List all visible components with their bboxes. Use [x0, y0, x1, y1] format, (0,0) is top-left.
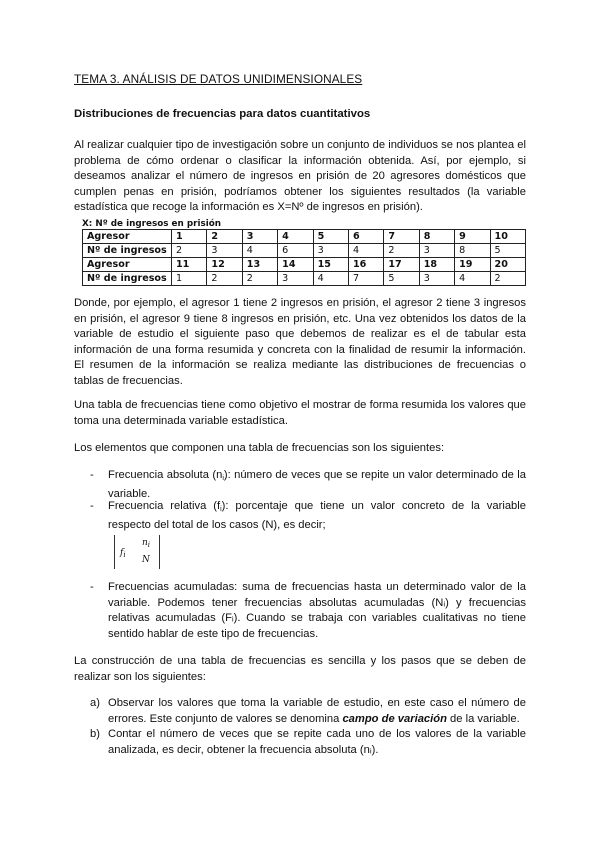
table-cell: 4 — [242, 244, 277, 258]
table-cell: 15 — [313, 258, 348, 272]
table-cell: 16 — [348, 258, 383, 272]
table-cell: 4 — [278, 230, 313, 244]
emphasized-term: campo de variación — [342, 712, 447, 725]
table-cell: 18 — [419, 258, 454, 272]
row-label-ingresos: Nº de ingresos — [83, 272, 172, 286]
intro-paragraph: Al realizar cualquier tipo de investigación sobre un conjunto de individuos se nos plantea el problema de cómo ordenar o clasificar la información obtenida. Así, por ejemplo, si deseamos analizar el número de ingresos en prisión de 20 agresores domésticos que cumplen penas en prisión, podríamos obtener los siguientes resultados (la variable estadística que recoge la información es X=Nº de ingresos en prisión). — [74, 139, 526, 214]
row-label-agresor: Agresor — [83, 258, 172, 272]
table-cell: 3 — [419, 272, 454, 286]
table-cell: 3 — [207, 244, 242, 258]
step-text: Contar el número de veces que se repite cada uno de los valores de la variable analizada, es decir, obtener la frecuencia absoluta (nᵢ). — [108, 728, 526, 756]
bullet-mark: - — [90, 581, 94, 593]
section-subtitle: Distribuciones de frecuencias para datos cuantitativos — [74, 108, 371, 120]
table-cell: 5 — [490, 244, 525, 258]
relative-frequency-formula — [114, 535, 160, 569]
table-cell: 4 — [313, 272, 348, 286]
explanation-paragraph: Donde, por ejemplo, el agresor 1 tiene 2 ingresos en prisión, el agresor 2 tiene 3 ingresos en prisión, el agresor 9 tiene 8 ingresos en prisión, etc. Una vez obtenidos los datos de la variable de estudio el siguiente paso que debemos de realizar es el de tabular esta información de una forma resumida y concreta con la finalidad de resumir la información. El resumen de la información se realiza mediante las distribuciones de frecuencias o tablas de frecuencias. — [74, 297, 526, 387]
step-marker: b) — [90, 728, 100, 740]
table-cell: 6 — [348, 230, 383, 244]
table-cell: 4 — [348, 244, 383, 258]
table-cell: 3 — [313, 244, 348, 258]
table-cell: 8 — [455, 244, 490, 258]
list-item-absolute-frequency — [90, 468, 526, 502]
table-cell: 3 — [419, 244, 454, 258]
elements-intro-paragraph: Los elementos que componen una tabla de frecuencias son los siguientes: — [74, 442, 445, 454]
table-cell: 3 — [278, 272, 313, 286]
table-cell: 13 — [242, 258, 277, 272]
table-cell: 2 — [242, 272, 277, 286]
formula-denominator: N — [142, 555, 150, 565]
step-marker: a) — [90, 697, 100, 709]
table-cell: 10 — [490, 230, 525, 244]
list-item-text: Frecuencia relativa $(f_i)$: porcentaje que tiene un valor concreto de la variable respecto del total de los casos (N), es decir; — [108, 500, 526, 531]
table-cell: 1 — [172, 272, 207, 286]
row-label-ingresos: Nº de ingresos — [83, 244, 172, 258]
table-cell: 17 — [384, 258, 419, 272]
table-cell: 7 — [384, 230, 419, 244]
list-item-relative-frequency — [90, 499, 526, 533]
formula-numerator: $n_i$ — [142, 538, 151, 549]
frequency-data-table — [82, 229, 526, 286]
table-row-agresores-2 — [83, 258, 526, 272]
table-cell: 2 — [207, 272, 242, 286]
table-cell: 2 — [207, 230, 242, 244]
table-caption: X: Nº de ingresos en prisión — [82, 219, 222, 229]
table-cell: 19 — [455, 258, 490, 272]
row-label-agresor: Agresor — [83, 230, 172, 244]
bullet-mark: - — [90, 500, 94, 512]
table-cell: 1 — [172, 230, 207, 244]
table-cell: 5 — [384, 272, 419, 286]
table-cell: 5 — [313, 230, 348, 244]
construction-paragraph: La construcción de una tabla de frecuencias es sencilla y los pasos que se deben de realizar son los siguientes: — [74, 655, 526, 683]
table-cell: 3 — [242, 230, 277, 244]
table-row-agresores-1 — [83, 230, 526, 244]
table-cell: 12 — [207, 258, 242, 272]
table-cell: 4 — [455, 272, 490, 286]
table-cell: 11 — [172, 258, 207, 272]
document-title: TEMA 3. ANÁLISIS DE DATOS UNIDIMENSIONALES — [74, 72, 363, 86]
table-row-ingresos-2 — [83, 272, 526, 286]
table-cell: 2 — [490, 272, 525, 286]
formula-fi: $f_i$ — [120, 548, 126, 559]
step-text: Observar los valores que toma la variable de estudio, en este caso el número de errores. Este conjunto de valores se denomina campo de variación de la variable. — [108, 697, 526, 725]
table-cell: 8 — [419, 230, 454, 244]
list-item-text: Frecuencias acumuladas: suma de frecuencias hasta un determinado valor de la variable. Podemos tener frecuencias absolutas acumuladas (Nᵢ) y frecuencias relativas acumuladas (Fᵢ). Cuando se trabaja con variables cualitativas no tiene sentido hablar de este tipo de frecuencias. — [108, 581, 526, 640]
bullet-mark: - — [90, 469, 94, 481]
table-cell: 14 — [278, 258, 313, 272]
step-a — [90, 696, 526, 727]
table-row-ingresos-1 — [83, 244, 526, 258]
table-cell: 2 — [172, 244, 207, 258]
table-cell: 20 — [490, 258, 525, 272]
list-item-cumulative-frequency — [90, 580, 526, 642]
definition-paragraph: Una tabla de frecuencias tiene como objetivo el mostrar de forma resumida los valores que toma una determinada variable estadística. — [74, 399, 526, 427]
table-cell: 9 — [455, 230, 490, 244]
list-item-text: Frecuencia absoluta $(n_i)$: número de veces que se repite un valor determinado de la variable. — [108, 469, 526, 500]
table-cell: 6 — [278, 244, 313, 258]
table-cell: 7 — [348, 272, 383, 286]
step-b — [90, 727, 526, 758]
table-cell: 2 — [384, 244, 419, 258]
